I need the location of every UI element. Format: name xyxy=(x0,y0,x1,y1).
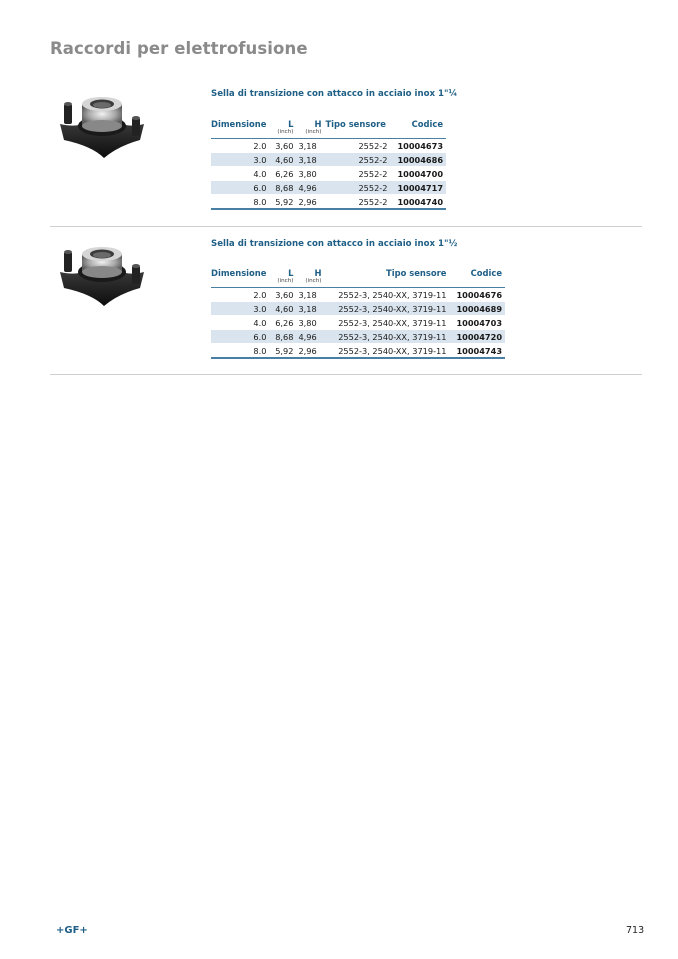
col-L: L xyxy=(288,268,294,278)
spec-table xyxy=(211,266,505,359)
product-section-1 xyxy=(50,84,642,227)
col-dimension: Dimensione xyxy=(211,119,267,129)
col-L: L xyxy=(288,119,294,129)
transition-saddle-image xyxy=(56,232,148,314)
unit-L: (inch) xyxy=(269,129,296,139)
transition-saddle-image xyxy=(56,84,148,166)
unit-H: (inch) xyxy=(296,129,325,139)
col-code: Codice xyxy=(470,268,503,278)
table-row: 2.0 3,60 3,18 2552-2 10004673 xyxy=(211,139,446,153)
table-row: 4.0 6,26 3,80 2552-2 10004700 xyxy=(211,167,446,181)
page-title: Raccordi per elettrofusione xyxy=(50,39,308,58)
col-sensor: Tipo sensore xyxy=(325,119,386,129)
table-row: 8.0 5,92 2,96 2552-2 10004740 xyxy=(211,195,446,210)
table-row: 3.0 4,60 3,18 2552-2 10004686 xyxy=(211,153,446,167)
product-section-2 xyxy=(50,232,642,375)
col-H: H xyxy=(314,119,322,129)
page-number: 713 xyxy=(626,925,645,936)
table-row: 2.0 3,60 3,18 2552-3, 2540-XX, 3719-11 10004676 xyxy=(211,288,505,302)
table-row: 3.0 4,60 3,18 2552-3, 2540-XX, 3719-11 10004689 xyxy=(211,302,505,316)
table-row: 6.0 8,68 4,96 2552-2 10004717 xyxy=(211,181,446,195)
product-title: Sella di transizione con attacco in acciaio inox 1"¼ xyxy=(211,89,458,99)
col-code: Codice xyxy=(411,119,444,129)
col-dimension: Dimensione xyxy=(211,268,267,278)
gf-logo: +GF+ xyxy=(56,925,88,936)
table-row: 4.0 6,26 3,80 2552-3, 2540-XX, 3719-11 10004703 xyxy=(211,316,505,330)
table-row: 6.0 8,68 4,96 2552-3, 2540-XX, 3719-11 10004720 xyxy=(211,330,505,344)
spec-table xyxy=(211,117,446,210)
col-sensor: Tipo sensore xyxy=(386,268,447,278)
unit-L: (inch) xyxy=(269,278,296,288)
product-title: Sella di transizione con attacco in acciaio inox 1"½ xyxy=(211,239,458,249)
unit-H: (inch) xyxy=(296,278,325,288)
col-H: H xyxy=(314,268,322,278)
table-row: 8.0 5,92 2,96 2552-3, 2540-XX, 3719-11 10004743 xyxy=(211,344,505,359)
